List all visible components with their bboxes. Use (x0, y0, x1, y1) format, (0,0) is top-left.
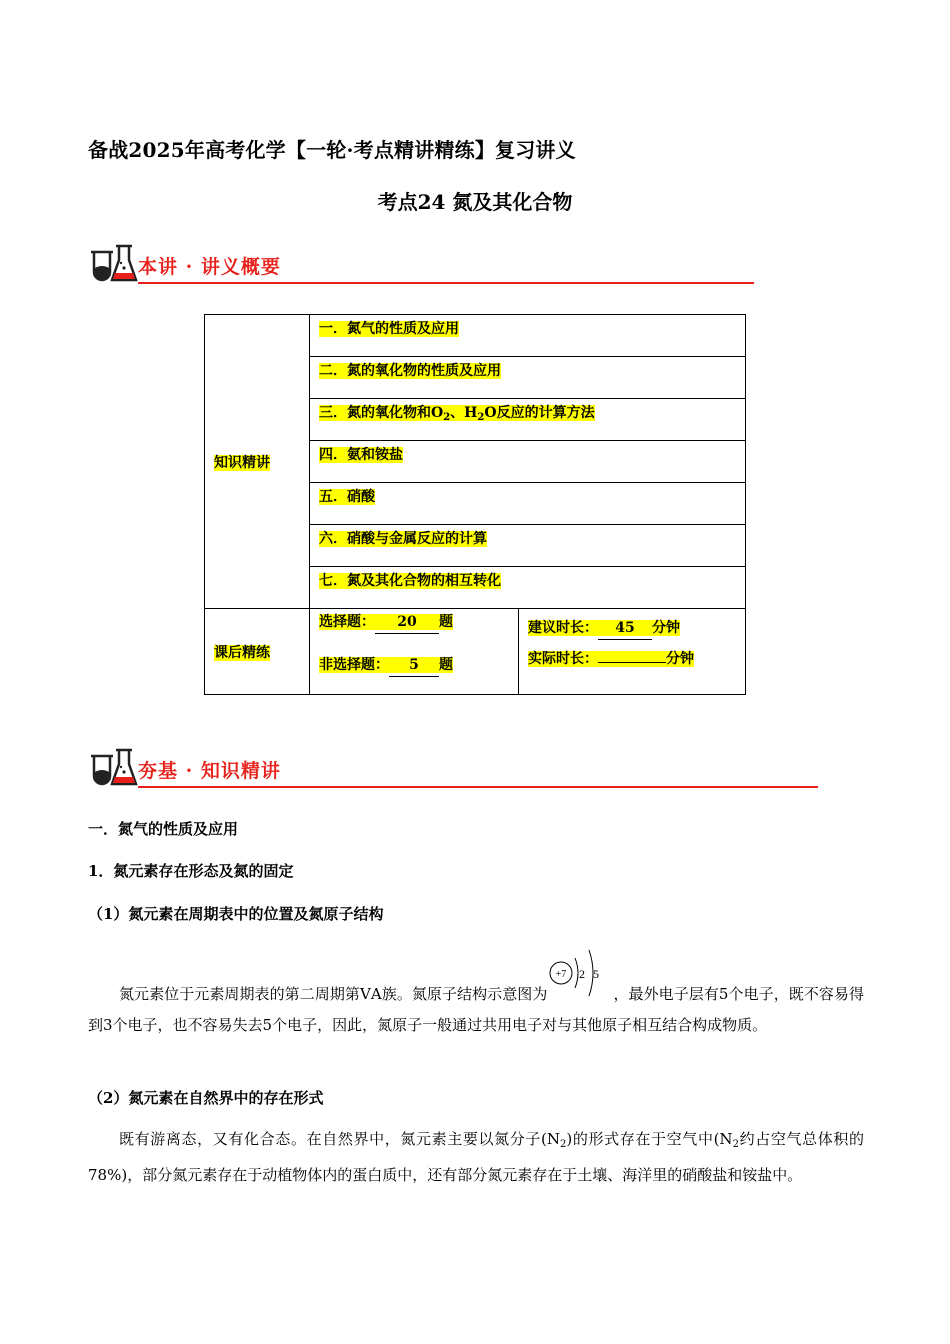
practice-section-label: 课后精练 (205, 609, 310, 695)
subsection-heading: 1．氮元素存在形态及氮的固定 (88, 862, 294, 880)
overview-item: 四．氨和铵盐 (310, 441, 746, 483)
overview-table (204, 314, 746, 695)
banner-title: 夯基 · 知识精讲 (138, 760, 281, 782)
overview-item: 一．氮气的性质及应用 (310, 315, 746, 357)
banner-title: 本讲 · 讲义概要 (138, 256, 281, 278)
subsection-heading: （2）氮元素在自然界中的存在形式 (88, 1089, 324, 1107)
overview-item: 五．硝酸 (310, 483, 746, 525)
svg-text:5: 5 (593, 967, 600, 981)
overview-item: 三．氮的氧化物和$O_2$、$H_2O$反应的计算方法 (310, 399, 746, 441)
atom-structure-diagram (547, 967, 613, 1010)
paragraph-atom-structure: 氮元素位于元素周期表的第二周期第ⅤA族。氮原子结构示意图为 +7 2 5 ，最外电子层有5个电子，既不容易得到3个电子，也不容易失去5个电子，因此，氮原子一般通过共用电子对与其他原子相互结合构成物质。 (88, 979, 864, 1040)
overview-section-label: 知识精讲 (205, 315, 310, 609)
overview-item: 七．氮及其化合物的相互转化 (310, 567, 746, 609)
time-info: 建议时长： 45 分钟 实际时长： 分钟 (519, 609, 746, 695)
banner-underline (138, 282, 754, 284)
svg-text:2: 2 (579, 967, 586, 981)
subsection-heading: （1）氮元素在周期表中的位置及氮原子结构 (88, 905, 384, 923)
section-banner-knowledge (86, 746, 822, 796)
overview-item: 二．氮的氧化物的性质及应用 (310, 357, 746, 399)
question-counts: 选择题： 20 题 非选择题： 5 题 (310, 609, 519, 695)
page-subtitle: 考点24 氮及其化合物 (377, 190, 573, 214)
chemistry-flask-icon (88, 242, 138, 284)
page-title: 备战2025年高考化学【一轮·考点精讲精练】复习讲义 (88, 138, 576, 162)
paragraph-nitrogen-existence: 既有游离态，又有化合态。在自然界中，氮元素主要以氮分子$(N_2)$的形式存在于空气中($N_2$约占空气总体积的78%)，部分氮元素存在于动植物体内的蛋白质中，还有部分氮元素存在于土壤、海洋里的硝酸盐和铵盐中。 (88, 1130, 864, 1184)
chemistry-flask-icon (88, 746, 138, 788)
section-banner-overview (86, 242, 758, 292)
banner-underline (138, 786, 818, 788)
overview-item: 六．硝酸与金属反应的计算 (310, 525, 746, 567)
svg-text:+7: +7 (556, 969, 567, 980)
section-heading: 一．氮气的性质及应用 (88, 820, 239, 838)
